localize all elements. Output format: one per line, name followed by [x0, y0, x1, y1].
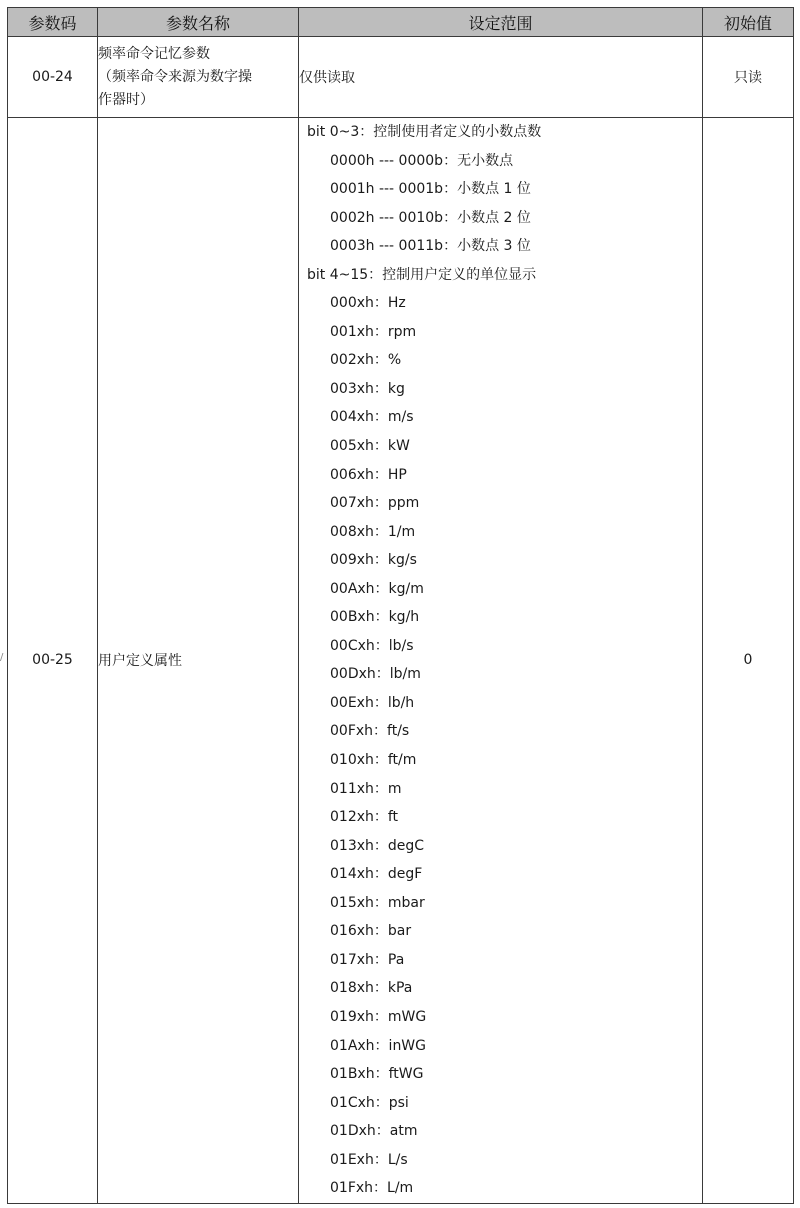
- range-item: 004xh：m/s: [330, 409, 414, 426]
- table-row: [8, 118, 794, 1204]
- range-item: 00Axh：kg/m: [330, 580, 424, 597]
- range-item: 005xh：kW: [330, 438, 410, 455]
- param-name: 用户定义属性: [98, 118, 299, 1204]
- param-name-line: （频率命令来源为数字操: [98, 68, 252, 85]
- param-initial: 只读: [703, 37, 794, 118]
- range-item: 01Fxh：L/m: [330, 1180, 414, 1197]
- range-item: 0002h --- 0010b：小数点 2 位: [330, 209, 531, 226]
- range-item: 006xh：HP: [330, 466, 407, 483]
- range-item: 010xh：ft/m: [330, 752, 417, 769]
- range-item: 009xh：kg/s: [330, 552, 417, 569]
- range-item: 00Bxh：kg/h: [330, 609, 420, 626]
- range-item: 014xh：degF: [330, 866, 423, 883]
- range-item: 000xh：Hz: [330, 295, 406, 312]
- range-item: 01Exh：L/s: [330, 1151, 408, 1168]
- range-item: 01Axh：inWG: [330, 1037, 427, 1054]
- header-initial: 初始值: [703, 8, 794, 37]
- margin-mark: /: [0, 652, 4, 663]
- range-item: 002xh：%: [330, 352, 402, 369]
- range-item: 018xh：kPa: [330, 980, 413, 997]
- range-item: 013xh：degC: [330, 837, 425, 854]
- param-code: 00-24: [8, 37, 98, 118]
- range-item: 0000h --- 0000b：无小数点: [330, 152, 514, 169]
- range-item: 001xh：rpm: [330, 323, 417, 340]
- param-initial: 0: [703, 118, 794, 1204]
- param-name-line: 频率命令记忆参数: [98, 45, 210, 62]
- range-item: 017xh：Pa: [330, 951, 405, 968]
- range-item: 015xh：mbar: [330, 894, 425, 911]
- param-name-line: 作器时）: [98, 91, 154, 108]
- param-range: [299, 118, 703, 1204]
- range-item: 007xh：ppm: [330, 495, 420, 512]
- header-range: 设定范围: [299, 8, 703, 37]
- header-code: 参数码: [8, 8, 98, 37]
- param-code: 00-25: [8, 118, 98, 1204]
- range-item: 012xh：ft: [330, 809, 399, 826]
- header-name: 参数名称: [98, 8, 299, 37]
- range-item: 008xh：1/m: [330, 523, 416, 540]
- range-item: 01Dxh：atm: [330, 1123, 418, 1140]
- param-name: [98, 37, 299, 118]
- range-item: bit 0~3：控制使用者定义的小数点数: [307, 124, 542, 140]
- range-item: bit 4~15：控制用户定义的单位显示: [307, 266, 537, 283]
- range-item: 01Bxh：ftWG: [330, 1066, 424, 1083]
- range-item: 00Exh：lb/h: [330, 694, 415, 711]
- range-item: 019xh：mWG: [330, 1008, 427, 1025]
- range-item: 0001h --- 0001b：小数点 1 位: [330, 181, 531, 198]
- range-item: 0003h --- 0011b：小数点 3 位: [330, 238, 531, 255]
- range-item: 011xh：m: [330, 780, 402, 797]
- header-row: [8, 8, 794, 37]
- range-item: 00Fxh：ft/s: [330, 723, 410, 740]
- table-row: [8, 37, 794, 118]
- range-item: 01Cxh：psi: [330, 1094, 409, 1111]
- parameter-table: [7, 7, 794, 1204]
- range-item: 003xh：kg: [330, 380, 405, 397]
- range-item: 00Cxh：lb/s: [330, 637, 414, 654]
- range-item: 00Dxh：lb/m: [330, 666, 421, 683]
- range-item: 016xh：bar: [330, 923, 412, 940]
- range-list: [299, 118, 702, 1203]
- param-range: 仅供读取: [299, 37, 703, 118]
